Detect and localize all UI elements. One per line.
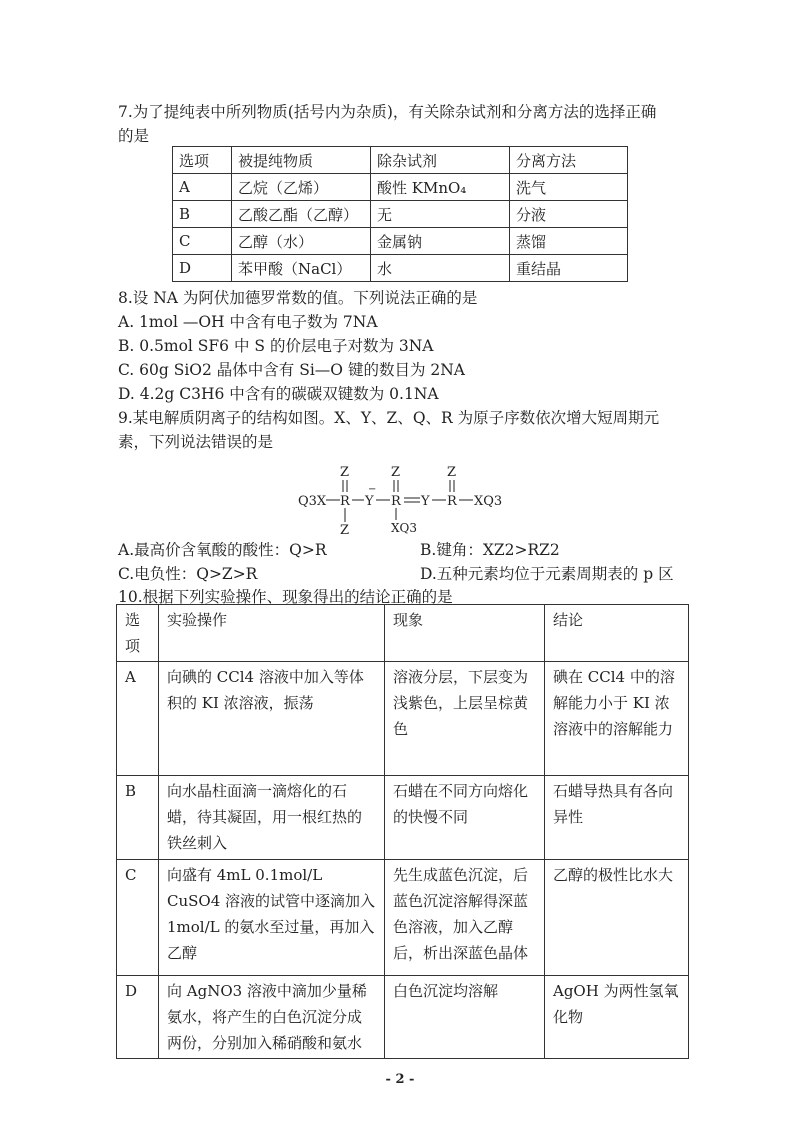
q7-header-cell: 除杂试剂 bbox=[371, 147, 510, 174]
structure-right-group: XQ3 bbox=[474, 494, 503, 509]
table-cell: A bbox=[173, 174, 232, 201]
table-row bbox=[117, 976, 689, 1059]
q7-header-row bbox=[173, 147, 628, 174]
q10-header-cell: 实验操作 bbox=[159, 605, 385, 662]
q8-option-b: B. 0.5mol SF6 中 S 的价层电子对数为 3NA bbox=[118, 337, 434, 355]
structure-bottom-group: XQ3 bbox=[391, 521, 418, 535]
anion-structure-diagram bbox=[298, 462, 538, 540]
q9-option-b: B.键角：XZ2>RZ2 bbox=[420, 541, 560, 559]
table-cell: 白色沉淀均溶解 bbox=[385, 976, 545, 1059]
q8-option-d: D. 4.2g C3H6 中含有的碳碳双键数为 0.1NA bbox=[118, 385, 439, 403]
table-cell: 酸性 KMnO₄ bbox=[371, 174, 510, 201]
table-cell: 分液 bbox=[510, 201, 628, 228]
table-row bbox=[173, 255, 628, 282]
atom-r1: R bbox=[340, 494, 350, 509]
table-cell: D bbox=[173, 255, 232, 282]
table-cell: 乙醇（水） bbox=[232, 228, 371, 255]
q7-header-cell: 被提纯物质 bbox=[232, 147, 371, 174]
q8-option-a: A. 1mol —OH 中含有电子数为 7NA bbox=[118, 313, 378, 331]
atom-z3: Z bbox=[391, 465, 401, 480]
table-row bbox=[117, 860, 689, 976]
table-cell: 乙醇的极性比水大 bbox=[545, 860, 689, 976]
q9-stem-line1: 9.某电解质阴离子的结构如图。X、Y、Z、Q、R 为原子序数依次增大短周期元 bbox=[118, 409, 660, 427]
table-row bbox=[117, 776, 689, 860]
table-cell: 向 AgNO3 溶液中滴加少量稀氨水，将产生的白色沉淀分成两份，分别加入稀硝酸和氨水 bbox=[159, 976, 385, 1059]
table-row bbox=[173, 174, 628, 201]
table-row bbox=[117, 662, 689, 776]
table-cell: 向水晶柱面滴一滴熔化的石蜡，待其凝固，用一根红热的铁丝刺入 bbox=[159, 776, 385, 860]
table-cell: D bbox=[117, 976, 159, 1059]
atom-y2: Y bbox=[421, 494, 430, 509]
table-cell: 先生成蓝色沉淀，后蓝色沉淀溶解得深蓝色溶液，加入乙醇后，析出深蓝色晶体 bbox=[385, 860, 545, 976]
table-cell: B bbox=[117, 776, 159, 860]
structure-left-group: Q3X bbox=[298, 494, 327, 509]
q7-stem-line2: 的是 bbox=[118, 127, 150, 145]
table-cell: 石蜡导热具有各向异性 bbox=[545, 776, 689, 860]
table-cell: 向碘的 CCl4 溶液中加入等体积的 KI 浓溶液，振荡 bbox=[159, 662, 385, 776]
q7-header-cell: 选项 bbox=[173, 147, 232, 174]
q10-stem: 10.根据下列实验操作、现象得出的结论正确的是 bbox=[118, 588, 453, 606]
table-cell: 向盛有 4mL 0.1mol/L CuSO4 溶液的试管中逐滴加入 1mol/L 的氨水至过量，再加入乙醇 bbox=[159, 860, 385, 976]
table-cell: 石蜡在不同方向熔化的快慢不同 bbox=[385, 776, 545, 860]
q9-option-c: C.电负性：Q>Z>R bbox=[118, 565, 258, 583]
table-cell: B bbox=[173, 201, 232, 228]
table-cell: 重结晶 bbox=[510, 255, 628, 282]
table-cell: 溶液分层，下层变为浅紫色，上层呈棕黄色 bbox=[385, 662, 545, 776]
q7-header-cell: 分离方法 bbox=[510, 147, 628, 174]
table-cell: 乙烷（乙烯） bbox=[232, 174, 371, 201]
q10-header-cell: 选项 bbox=[117, 605, 159, 662]
atom-y1: Y bbox=[365, 494, 374, 509]
q9-option-a: A.最高价含氧酸的酸性：Q>R bbox=[118, 541, 327, 559]
table-row bbox=[173, 201, 628, 228]
q9-stem-line2: 素，下列说法错误的是 bbox=[118, 433, 274, 451]
table-cell: 碘在 CCl4 中的溶解能力小于 KI 浓溶液中的溶解能力 bbox=[545, 662, 689, 776]
atom-z2: Z bbox=[340, 523, 350, 538]
q9-option-d: D.五种元素均位于元素周期表的 p 区 bbox=[420, 565, 674, 583]
table-cell: C bbox=[173, 228, 232, 255]
q8-option-c: C. 60g SiO2 晶体中含有 Si—O 键的数目为 2NA bbox=[118, 361, 465, 379]
table-cell: 无 bbox=[371, 201, 510, 228]
table-cell: C bbox=[117, 860, 159, 976]
q8-stem: 8.设 NA 为阿伏加德罗常数的值。下列说法正确的是 bbox=[118, 289, 478, 307]
atom-r3: R bbox=[447, 494, 457, 509]
table-cell: 洗气 bbox=[510, 174, 628, 201]
table-cell: AgOH 为两性氢氧化物 bbox=[545, 976, 689, 1059]
atom-r2: R bbox=[391, 494, 401, 509]
table-cell: 乙酸乙酯（乙醇） bbox=[232, 201, 371, 228]
atom-z1: Z bbox=[340, 465, 350, 480]
structure-charge: − bbox=[368, 484, 377, 495]
table-row bbox=[173, 228, 628, 255]
q7-table bbox=[172, 146, 628, 282]
table-cell: A bbox=[117, 662, 159, 776]
q10-table bbox=[116, 604, 689, 1059]
atom-z4: Z bbox=[447, 465, 457, 480]
q10-header-cell: 现象 bbox=[385, 605, 545, 662]
table-cell: 苯甲酸（NaCl） bbox=[232, 255, 371, 282]
table-cell: 蒸馏 bbox=[510, 228, 628, 255]
q10-header-row bbox=[117, 605, 689, 662]
table-cell: 金属钠 bbox=[371, 228, 510, 255]
q7-stem-line1: 7.为了提纯表中所列物质(括号内为杂质)，有关除杂试剂和分离方法的选择正确 bbox=[118, 103, 657, 121]
page-number: - 2 - bbox=[385, 1072, 415, 1087]
q10-header-cell: 结论 bbox=[545, 605, 689, 662]
table-cell: 水 bbox=[371, 255, 510, 282]
